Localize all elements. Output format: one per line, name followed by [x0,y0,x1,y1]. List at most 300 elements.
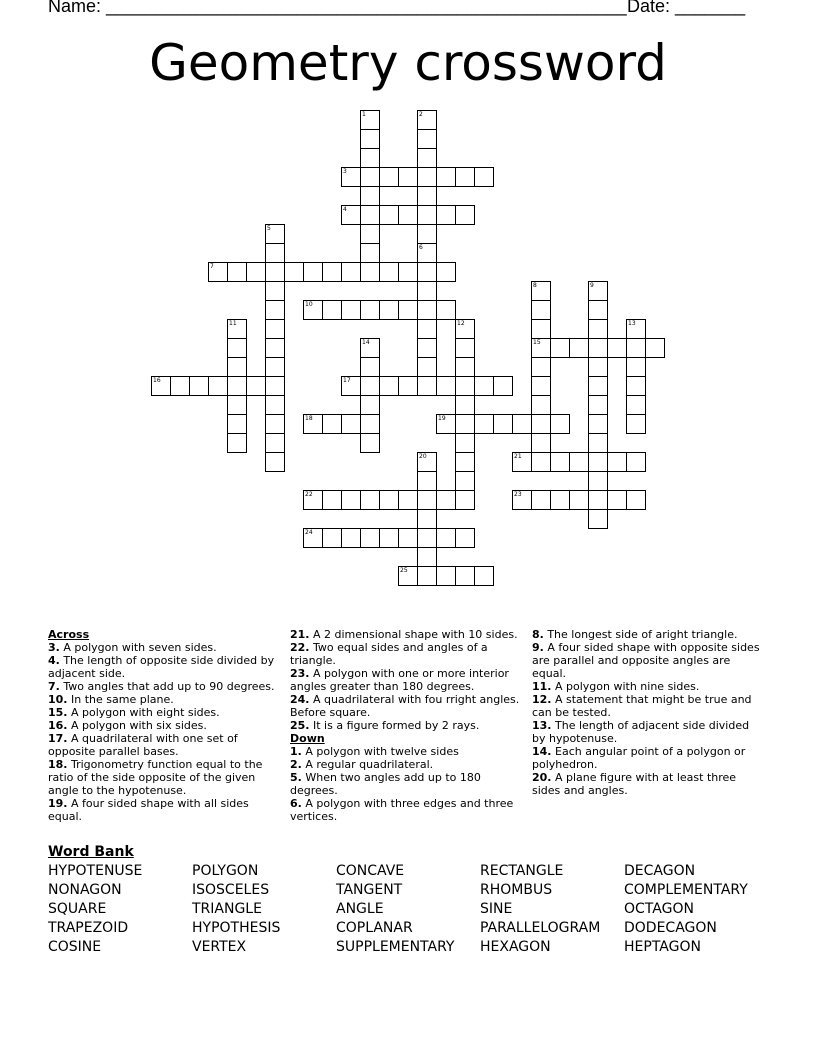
grid-cell[interactable] [417,110,437,130]
grid-cell[interactable] [360,262,380,282]
clue-text: A polygon with six sides. [67,719,207,732]
grid-cell[interactable] [341,167,361,187]
grid-cell[interactable] [379,167,399,187]
grid-cell[interactable] [265,452,285,472]
clue-number: 8 [533,282,537,289]
clue-num: 1. [290,745,302,758]
grid-cell[interactable] [398,376,418,396]
word-bank-word: TRAPEZOID [48,920,129,936]
clue-text: A polygon with three edges and three vertices. [290,797,514,823]
grid-cell[interactable] [436,300,456,320]
grid-cell[interactable] [436,376,456,396]
grid-cell[interactable] [265,395,285,415]
across-clue [48,693,280,706]
grid-cell[interactable] [265,433,285,453]
grid-cell[interactable] [531,300,551,320]
down-clue [532,693,764,719]
clue-number: 25 [400,567,408,574]
word-bank-word: POLYGON [192,863,259,879]
clue-num: 4. [48,654,60,667]
grid-cell[interactable] [417,490,437,510]
word-bank-word: OCTAGON [624,901,694,917]
grid-cell[interactable] [265,224,285,244]
grid-cell[interactable] [360,205,380,225]
clue-num: 11. [532,680,552,693]
word-bank-word: TANGENT [336,882,403,898]
clue-number: 24 [305,529,313,536]
grid-cell[interactable] [531,357,551,377]
word-bank-word: DECAGON [624,863,696,879]
clue-number: 1 [362,111,366,118]
clue-num: 24. [290,693,310,706]
clue-num: 25. [290,719,310,732]
grid-cell[interactable] [417,338,437,358]
grid-cell[interactable] [417,205,437,225]
clue-text: A plane figure with at least three sides and angles. [532,771,737,797]
across-clue [48,719,280,732]
clue-text: Trigonometry function equal to the ratio of the side opposite of the given angle to the hypotenuse. [48,758,263,797]
grid-cell[interactable] [455,338,475,358]
clue-number: 21 [514,453,522,460]
grid-cell[interactable] [436,205,456,225]
grid-cell[interactable] [588,490,608,510]
grid-cell[interactable] [360,357,380,377]
grid-cell[interactable] [417,509,437,529]
grid-cell[interactable] [455,566,475,586]
clue-number: 14 [362,339,370,346]
grid-cell[interactable] [455,376,475,396]
grid-cell[interactable] [626,414,646,434]
grid-cell[interactable] [531,319,551,339]
grid-cell[interactable] [360,395,380,415]
grid-cell[interactable] [360,110,380,130]
grid-cell[interactable] [455,395,475,415]
grid-cell[interactable] [436,566,456,586]
word-bank-word: SUPPLEMENTARY [336,939,455,955]
grid-cell[interactable] [417,452,437,472]
grid-cell[interactable] [265,243,285,263]
down-clue [290,758,522,771]
grid-cell[interactable] [588,281,608,301]
grid-cell[interactable] [360,224,380,244]
grid-cell[interactable] [436,528,456,548]
clue-num: 5. [290,771,302,784]
clue-num: 8. [532,628,544,641]
grid-cell[interactable] [607,452,627,472]
across-clue [48,706,280,719]
grid-cell[interactable] [436,167,456,187]
grid-cell[interactable] [626,376,646,396]
across-clue [290,641,522,667]
grid-cell[interactable] [417,129,437,149]
word-bank-word: DODECAGON [624,920,717,936]
clue-column-1 [48,628,280,823]
across-clue [290,719,522,732]
grid-cell[interactable] [265,281,285,301]
word-bank-word: COPLANAR [336,920,413,936]
word-bank-word: ANGLE [336,901,384,917]
grid-cell[interactable] [227,262,247,282]
grid-cell[interactable] [626,357,646,377]
grid-cell[interactable] [303,414,323,434]
grid-cell[interactable] [227,319,247,339]
grid-cell[interactable] [322,414,342,434]
across-clue [48,680,280,693]
grid-cell[interactable] [531,414,551,434]
grid-cell[interactable] [170,376,190,396]
clue-text: In the same plane. [67,693,174,706]
grid-cell[interactable] [474,376,494,396]
grid-cell[interactable] [322,300,342,320]
clue-num: 17. [48,732,68,745]
grid-cell[interactable] [265,300,285,320]
clue-number: 10 [305,301,313,308]
down-heading: Down [290,732,325,745]
grid-cell[interactable] [417,566,437,586]
grid-cell[interactable] [360,167,380,187]
grid-cell[interactable] [417,528,437,548]
grid-cell[interactable] [265,414,285,434]
grid-cell[interactable] [436,490,456,510]
grid-cell[interactable] [474,566,494,586]
down-clue [532,680,764,693]
grid-cell[interactable] [322,490,342,510]
clue-num: 9. [532,641,544,654]
grid-cell[interactable] [303,300,323,320]
grid-cell[interactable] [417,281,437,301]
grid-cell[interactable] [455,414,475,434]
grid-cell[interactable] [607,490,627,510]
grid-cell[interactable] [550,452,570,472]
clue-num: 2. [290,758,302,771]
grid-cell[interactable] [379,490,399,510]
name-field-label: Name: ____________________________________________________ [48,0,627,16]
grid-cell[interactable] [588,319,608,339]
grid-cell[interactable] [531,452,551,472]
grid-cell[interactable] [417,300,437,320]
grid-cell[interactable] [360,376,380,396]
grid-cell[interactable] [227,433,247,453]
grid-cell[interactable] [360,129,380,149]
grid-cell[interactable] [417,148,437,168]
grid-cell[interactable] [550,338,570,358]
clue-text: Two angles that add up to 90 degrees. [59,680,275,693]
across-clue [48,732,280,758]
across-clue [290,667,522,693]
grid-cell[interactable] [588,509,608,529]
grid-cell[interactable] [645,338,665,358]
grid-cell[interactable] [265,319,285,339]
clue-text: A quadrilateral with one set of opposite parallel bases. [48,732,238,758]
word-bank-word: CONCAVE [336,863,405,879]
clue-text: A quadrilateral with fou rright angles. Before square. [290,693,520,719]
grid-cell[interactable] [379,376,399,396]
grid-cell[interactable] [341,262,361,282]
grid-cell[interactable] [227,395,247,415]
grid-cell[interactable] [455,452,475,472]
grid-cell[interactable] [341,528,361,548]
clue-num: 23. [290,667,310,680]
clue-num: 12. [532,693,552,706]
grid-cell[interactable] [189,376,209,396]
grid-cell[interactable] [474,167,494,187]
grid-cell[interactable] [360,243,380,263]
across-clue [48,654,280,680]
grid-cell[interactable] [398,528,418,548]
grid-cell[interactable] [588,338,608,358]
clue-num: 19. [48,797,68,810]
grid-cell[interactable] [531,338,551,358]
grid-cell[interactable] [531,376,551,396]
clue-num: 16. [48,719,68,732]
grid-cell[interactable] [455,357,475,377]
clue-number: 5 [267,225,271,232]
grid-cell[interactable] [455,167,475,187]
date-field-label: Date: _______ [627,0,746,16]
grid-cell[interactable] [398,566,418,586]
grid-cell[interactable] [265,262,285,282]
grid-cell[interactable] [417,224,437,244]
clue-num: 3. [48,641,60,654]
clue-number: 4 [343,206,347,213]
clue-number: 16 [153,377,161,384]
word-bank-word: HYPOTHESIS [192,920,281,936]
grid-cell[interactable] [455,433,475,453]
page-title: Geometry crossword [149,34,667,92]
down-clue [532,719,764,745]
grid-cell[interactable] [360,414,380,434]
clue-text: A four sided shape with opposite sides are parallel and opposite angles are equal. [532,641,760,680]
grid-cell[interactable] [455,490,475,510]
grid-cell[interactable] [417,376,437,396]
across-clue [290,693,522,719]
clue-num: 18. [48,758,68,771]
grid-cell[interactable] [455,319,475,339]
clue-num: 10. [48,693,68,706]
grid-cell[interactable] [398,205,418,225]
clue-text: A polygon with eight sides. [67,706,220,719]
grid-cell[interactable] [531,490,551,510]
clue-text: Two equal sides and angles of a triangle. [290,641,488,667]
clue-num: 21. [290,628,310,641]
grid-cell[interactable] [626,452,646,472]
grid-cell[interactable] [360,186,380,206]
clue-number: 15 [533,339,541,346]
clue-text: When two angles add up to 180 degrees. [290,771,481,797]
down-clue [532,628,764,641]
grid-cell[interactable] [265,376,285,396]
grid-cell[interactable] [493,376,513,396]
grid-cell[interactable] [417,167,437,187]
grid-cell[interactable] [227,338,247,358]
clue-text: A statement that might be true and can be tested. [532,693,752,719]
grid-cell[interactable] [417,186,437,206]
word-bank-word: PARALLELOGRAM [480,920,601,936]
clue-text: A regular quadrilateral. [301,758,434,771]
grid-cell[interactable] [227,376,247,396]
clue-text: It is a figure formed by 2 rays. [309,719,480,732]
clue-number: 9 [590,282,594,289]
clue-text: A polygon with twelve sides [301,745,459,758]
grid-cell[interactable] [227,414,247,434]
clue-column-3 [532,628,764,797]
grid-cell[interactable] [417,319,437,339]
grid-cell[interactable] [360,490,380,510]
word-bank-word: COMPLEMENTARY [624,882,748,898]
grid-cell[interactable] [588,357,608,377]
grid-cell[interactable] [455,528,475,548]
clue-number: 12 [457,320,465,327]
clue-column-2 [290,628,522,823]
grid-cell[interactable] [569,452,589,472]
clue-num: 22. [290,641,310,654]
clue-num: 6. [290,797,302,810]
grid-cell[interactable] [569,338,589,358]
clue-num: 15. [48,706,68,719]
across-clue [48,758,280,797]
grid-cell[interactable] [455,471,475,491]
grid-cell[interactable] [588,395,608,415]
clue-num: 14. [532,745,552,758]
clue-number: 17 [343,377,351,384]
grid-cell[interactable] [588,433,608,453]
grid-cell[interactable] [512,452,532,472]
down-clue [290,745,522,758]
across-clue [48,797,280,823]
grid-cell[interactable] [569,490,589,510]
grid-cell[interactable] [360,300,380,320]
across-clue [290,628,522,641]
grid-cell[interactable] [550,414,570,434]
grid-cell[interactable] [436,262,456,282]
grid-cell[interactable] [607,338,627,358]
grid-cell[interactable] [588,452,608,472]
across-heading: Across [48,628,90,641]
grid-cell[interactable] [360,433,380,453]
word-bank-title: Word Bank [48,844,134,860]
grid-cell[interactable] [341,490,361,510]
clue-text: A polygon with nine sides. [551,680,700,693]
word-bank-word: NONAGON [48,882,122,898]
clue-number: 3 [343,168,347,175]
grid-cell[interactable] [360,528,380,548]
grid-cell[interactable] [379,262,399,282]
grid-cell[interactable] [208,376,228,396]
grid-cell[interactable] [303,262,323,282]
clue-number: 19 [438,415,446,422]
grid-cell[interactable] [398,300,418,320]
clue-num: 20. [532,771,552,784]
grid-cell[interactable] [398,167,418,187]
grid-cell[interactable] [246,262,266,282]
grid-cell[interactable] [626,338,646,358]
grid-cell[interactable] [417,357,437,377]
grid-cell[interactable] [417,471,437,491]
clue-number: 11 [229,320,237,327]
grid-cell[interactable] [398,262,418,282]
clue-num: 13. [532,719,552,732]
grid-cell[interactable] [341,300,361,320]
grid-cell[interactable] [322,262,342,282]
word-bank-word: HEPTAGON [624,939,701,955]
grid-cell[interactable] [322,528,342,548]
grid-cell[interactable] [341,205,361,225]
grid-cell[interactable] [455,205,475,225]
clue-number: 7 [210,263,214,270]
grid-cell[interactable] [151,376,171,396]
across-clue [48,641,280,654]
grid-cell[interactable] [474,414,494,434]
grid-cell[interactable] [265,338,285,358]
word-bank-word: ISOSCELES [192,882,270,898]
grid-cell[interactable] [360,148,380,168]
grid-cell[interactable] [303,528,323,548]
grid-cell[interactable] [379,205,399,225]
clue-number: 13 [628,320,636,327]
grid-cell[interactable] [227,357,247,377]
grid-cell[interactable] [626,319,646,339]
grid-cell[interactable] [588,376,608,396]
grid-cell[interactable] [303,490,323,510]
clue-text: The length of adjacent side divided by hypotenuse. [532,719,750,745]
grid-cell[interactable] [531,433,551,453]
grid-cell[interactable] [246,376,266,396]
grid-cell[interactable] [588,471,608,491]
word-bank-word: SQUARE [48,901,107,917]
clue-number: 20 [419,453,427,460]
grid-cell[interactable] [265,357,285,377]
clue-text: A polygon with one or more interior angles greater than 180 degrees. [290,667,509,693]
word-bank-word: COSINE [48,939,102,955]
grid-cell[interactable] [512,490,532,510]
down-clue [532,745,764,771]
grid-cell[interactable] [379,300,399,320]
grid-cell[interactable] [493,414,513,434]
grid-cell[interactable] [360,338,380,358]
word-bank-word: HYPOTENUSE [48,863,143,879]
down-clue [290,797,522,823]
clue-text: A polygon with seven sides. [59,641,217,654]
grid-cell[interactable] [379,528,399,548]
grid-cell[interactable] [512,414,532,434]
grid-cell[interactable] [626,490,646,510]
word-bank-word: SINE [480,901,513,917]
grid-cell[interactable] [588,414,608,434]
down-clue [532,771,764,797]
down-clue [532,641,764,680]
grid-cell[interactable] [417,547,437,567]
grid-cell[interactable] [626,395,646,415]
word-bank-word: RECTANGLE [480,863,564,879]
grid-cell[interactable] [417,262,437,282]
clue-text: Each angular point of a polygon or polyhedron. [532,745,746,771]
clue-number: 2 [419,111,423,118]
grid-cell[interactable] [550,490,570,510]
grid-cell[interactable] [531,281,551,301]
clue-text: A 2 dimensional shape with 10 sides. [309,628,518,641]
grid-cell[interactable] [341,414,361,434]
grid-cell[interactable] [436,414,456,434]
grid-cell[interactable] [531,395,551,415]
clue-text: The longest side of aright triangle. [543,628,738,641]
grid-cell[interactable] [208,262,228,282]
clue-text: The length of opposite side divided by adjacent side. [48,654,275,680]
grid-cell[interactable] [398,490,418,510]
grid-cell[interactable] [417,243,437,263]
grid-cell[interactable] [284,262,304,282]
grid-cell[interactable] [588,300,608,320]
grid-cell[interactable] [341,376,361,396]
